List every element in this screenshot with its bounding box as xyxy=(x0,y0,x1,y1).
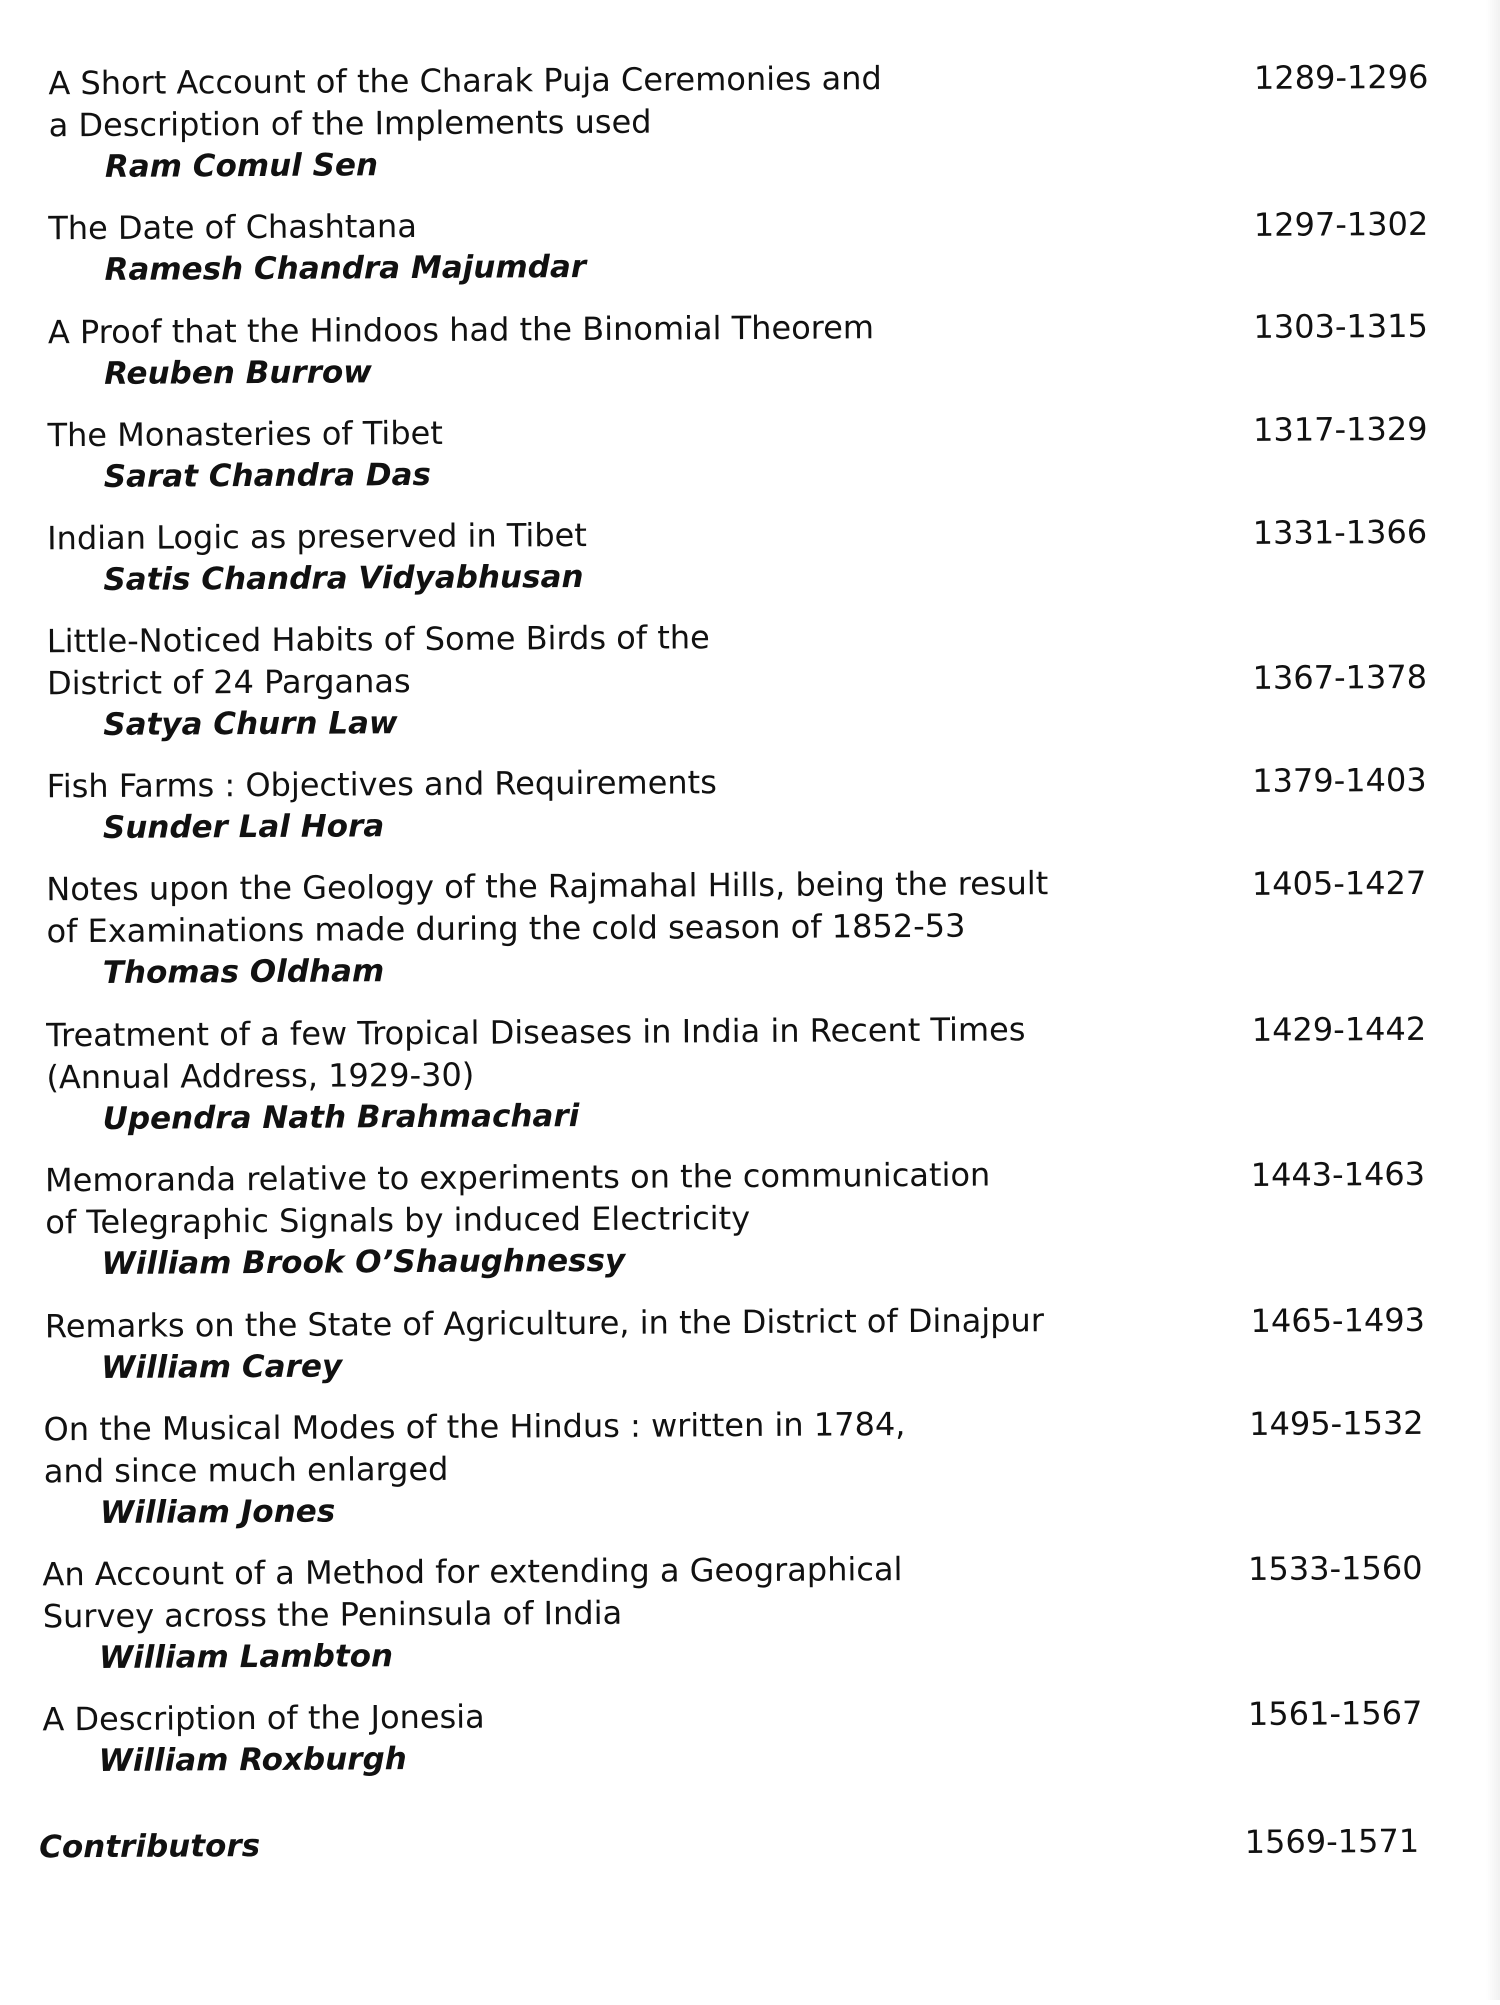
entry-pages: 1465-1493 xyxy=(1250,1300,1426,1340)
entry-author: William Jones xyxy=(100,1493,336,1531)
entry-title-line: of Telegraphic Signals by induced Electricity xyxy=(45,1199,751,1242)
entry-pages: 1289-1296 xyxy=(1253,57,1429,97)
toc-entry xyxy=(42,1545,1462,1676)
entry-pages: 1303-1315 xyxy=(1253,306,1429,346)
entry-author: Reuben Burrow xyxy=(104,354,372,392)
entry-title xyxy=(45,1298,1165,1347)
entry-title xyxy=(43,1401,1163,1492)
entry-author: William Brook O’Shaughnessy xyxy=(101,1242,626,1282)
entry-title xyxy=(48,200,1168,249)
entry-pages: 1533-1560 xyxy=(1247,1548,1423,1588)
toc-entry xyxy=(46,612,1467,743)
entry-author: Ramesh Chandra Majumdar xyxy=(104,248,587,288)
toc-entry xyxy=(47,303,1468,392)
entry-title-line: and since much enlarged xyxy=(43,1449,449,1491)
entry-title-line: Treatment of a few Tropical Diseases in India in Recent Times xyxy=(46,1010,1026,1055)
entry-author: William Roxburgh xyxy=(98,1741,407,1779)
entry-title-line: Survey across the Peninsula of India xyxy=(42,1593,623,1636)
toc-entry xyxy=(48,54,1468,185)
entry-pages: 1561-1567 xyxy=(1247,1693,1423,1733)
entry-title-line: Little-Noticed Habits of Some Birds of the xyxy=(46,618,710,661)
entry-title-line: The Date of Chashtana xyxy=(48,207,417,248)
entry-pages: 1495-1532 xyxy=(1249,1403,1424,1443)
toc-entry xyxy=(44,1151,1465,1282)
entry-author: Sarat Chandra Das xyxy=(103,456,432,495)
toc-entry xyxy=(48,199,1468,288)
entry-title-line: An Account of a Method for extending a Geographical xyxy=(42,1550,903,1594)
toc-entry xyxy=(46,757,1467,846)
entry-pages: 1379-1403 xyxy=(1252,760,1427,800)
entry-title-line: On the Musical Modes of the Hindus : written in 1784, xyxy=(43,1405,906,1449)
entry-author: Satya Churn Law xyxy=(103,705,398,743)
entry-author: Ram Comul Sen xyxy=(104,147,379,185)
entry-title xyxy=(48,304,1168,353)
entry-author: Sunder Lal Hora xyxy=(102,808,385,846)
entry-title-line: of Examinations made during the cold season of 1852-53 xyxy=(46,906,966,951)
toc-entry xyxy=(46,1006,1466,1137)
toc-entry xyxy=(47,509,1467,598)
entry-author: William Carey xyxy=(101,1348,343,1386)
toc-entry xyxy=(42,1690,1462,1779)
entry-pages: 1429-1442 xyxy=(1251,1009,1427,1049)
toc-entry xyxy=(44,1297,1465,1386)
entry-title-line: Memoranda relative to experiments on the communication xyxy=(44,1155,991,1200)
entry-title xyxy=(47,407,1167,456)
entry-title-line: Fish Farms : Objectives and Requirements xyxy=(46,763,717,806)
entry-title-line: a Description of the Implements used xyxy=(48,102,652,145)
entry-title-line: (Annual Address, 1929-30) xyxy=(46,1055,475,1097)
entry-pages: 1405-1427 xyxy=(1251,863,1427,903)
entry-title xyxy=(46,861,1166,952)
entry-title-line: Remarks on the State of Agriculture, in the District of Dinajpur xyxy=(44,1301,1045,1346)
entry-title-line: Notes upon the Geology of the Rajmahal Hills, being the result xyxy=(46,864,1049,909)
entry-title-line: District of 24 Parganas xyxy=(46,662,411,703)
entry-pages: 1297-1302 xyxy=(1253,204,1429,244)
page-edge xyxy=(1486,0,1500,2000)
entry-author: William Lambton xyxy=(98,1638,394,1676)
entry-title xyxy=(47,758,1167,807)
entry-pages: 1443-1463 xyxy=(1250,1154,1426,1194)
entry-title-line: Indian Logic as preserved in Tibet xyxy=(47,515,587,558)
entry-pages: 1367-1378 xyxy=(1252,657,1428,697)
entry-title-line: A Proof that the Hindoos had the Binomial Theorem xyxy=(47,308,875,352)
entry-author: Upendra Nath Brahmachari xyxy=(102,1098,580,1137)
entry-title xyxy=(47,510,1167,559)
entry-pages: 1317-1329 xyxy=(1252,409,1428,449)
entry-title-line: A Description of the Jonesia xyxy=(42,1697,485,1739)
toc-entry xyxy=(47,406,1467,495)
entry-title xyxy=(47,613,1167,704)
toc-entry xyxy=(46,860,1466,991)
entry-title-line: A Short Account of the Charak Puja Ceremonies and xyxy=(48,59,882,103)
entry-author: Satis Chandra Vidyabhusan xyxy=(103,559,584,598)
entry-pages: 1331-1366 xyxy=(1252,512,1428,552)
entry-author: Thomas Oldham xyxy=(102,953,385,991)
contributors-pages: 1569-1571 xyxy=(1244,1821,1420,1861)
entry-title xyxy=(42,1691,1162,1740)
entry-title xyxy=(45,1152,1165,1243)
contributors-entry xyxy=(39,1818,1459,1866)
entry-title xyxy=(48,55,1168,146)
entry-title xyxy=(46,1007,1166,1098)
entry-title-line: The Monasteries of Tibet xyxy=(47,413,443,455)
toc-entry xyxy=(43,1400,1463,1531)
contributors-label: Contributors xyxy=(39,1828,261,1866)
entry-title xyxy=(42,1546,1162,1637)
